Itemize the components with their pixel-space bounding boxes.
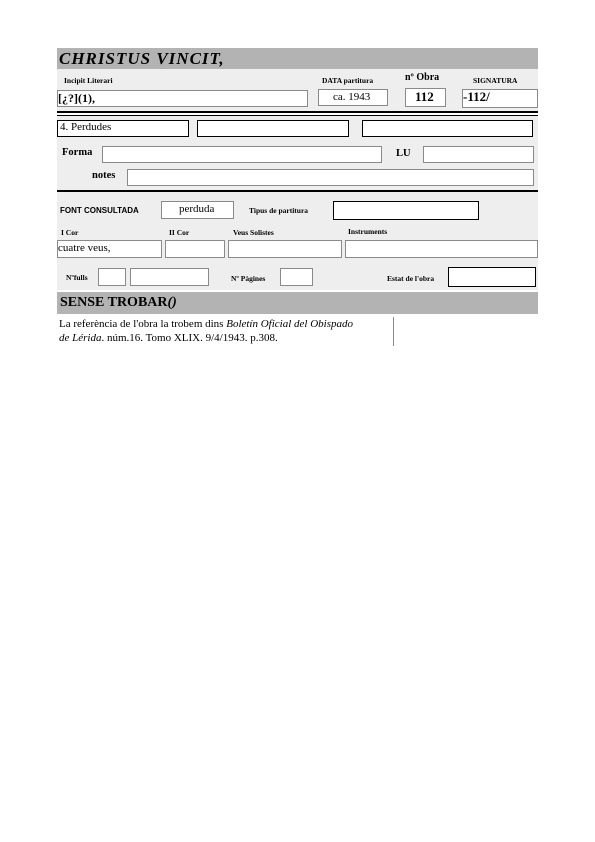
category-value: 4. Perdudes: [60, 121, 112, 133]
reference-line-1-source: Boletín Oficial del Obispado: [226, 318, 354, 330]
num-pagines-field[interactable]: [280, 268, 313, 286]
font-consultada-value: perduda: [179, 203, 215, 215]
data-partitura-label: DATA partitura: [322, 76, 374, 85]
estat-obra-label: Estat de l'obra: [387, 274, 435, 283]
i-cor-value: cuatre veus,: [58, 242, 111, 254]
reference-line-1: [59, 317, 353, 331]
work-title: CHRISTUS VINCIT,: [59, 49, 225, 68]
veus-solistes-label: Veus Solistes: [233, 228, 274, 237]
i-cor-label: I Cor: [61, 228, 79, 237]
num-fulls-field[interactable]: [98, 268, 126, 286]
data-partitura-value: ca. 1943: [333, 91, 371, 103]
section-title-main: SENSE TROBAR: [60, 295, 168, 310]
num-fulls-label: Nºfulls: [66, 273, 88, 282]
signatura-label: SIGNATURA: [473, 76, 518, 85]
category-field-2[interactable]: [197, 120, 349, 137]
section-title: [60, 294, 177, 311]
veus-solistes-field[interactable]: [228, 240, 342, 258]
reference-line-2-text: . núm.16. Tomo XLIX. 9/4/1943. p.308.: [101, 332, 278, 344]
instruments-label: Instruments: [348, 227, 388, 236]
category-field-3[interactable]: [362, 120, 533, 137]
forma-label: Forma: [62, 147, 93, 158]
tipus-partitura-label: Tipus de partitura: [249, 206, 309, 215]
divider-1: [57, 111, 538, 113]
instruments-field[interactable]: [345, 240, 538, 258]
signatura-value: -112/: [463, 89, 490, 104]
estat-obra-field[interactable]: [448, 267, 536, 287]
incipit-value: [¿?](1),: [58, 91, 95, 105]
notes-field[interactable]: [127, 169, 534, 186]
reference-note: [59, 317, 353, 345]
ii-cor-label: II Cor: [169, 228, 190, 237]
num-obra-value: 112: [415, 89, 434, 104]
font-consultada-label: FONT CONSULTADA: [60, 206, 139, 215]
notes-label: notes: [92, 170, 116, 181]
reference-line-2: [59, 331, 353, 345]
note-vertical-rule: [393, 317, 394, 346]
lu-label: LU: [396, 148, 411, 159]
tipus-partitura-field[interactable]: [333, 201, 479, 220]
forma-field[interactable]: [102, 146, 382, 163]
num-fulls-extra-field[interactable]: [130, 268, 209, 286]
lu-field[interactable]: [423, 146, 534, 163]
incipit-label: Incipit Literari: [64, 76, 113, 85]
num-pagines-label: Nº Pàgines: [231, 274, 266, 283]
reference-line-1-text: La referència de l'obra la trobem dins: [59, 318, 227, 330]
ii-cor-field[interactable]: [165, 240, 225, 258]
reference-line-2-source: de Lérida: [59, 332, 102, 344]
section-title-paren: (): [167, 295, 177, 310]
num-obra-label: nº Obra: [405, 72, 440, 83]
